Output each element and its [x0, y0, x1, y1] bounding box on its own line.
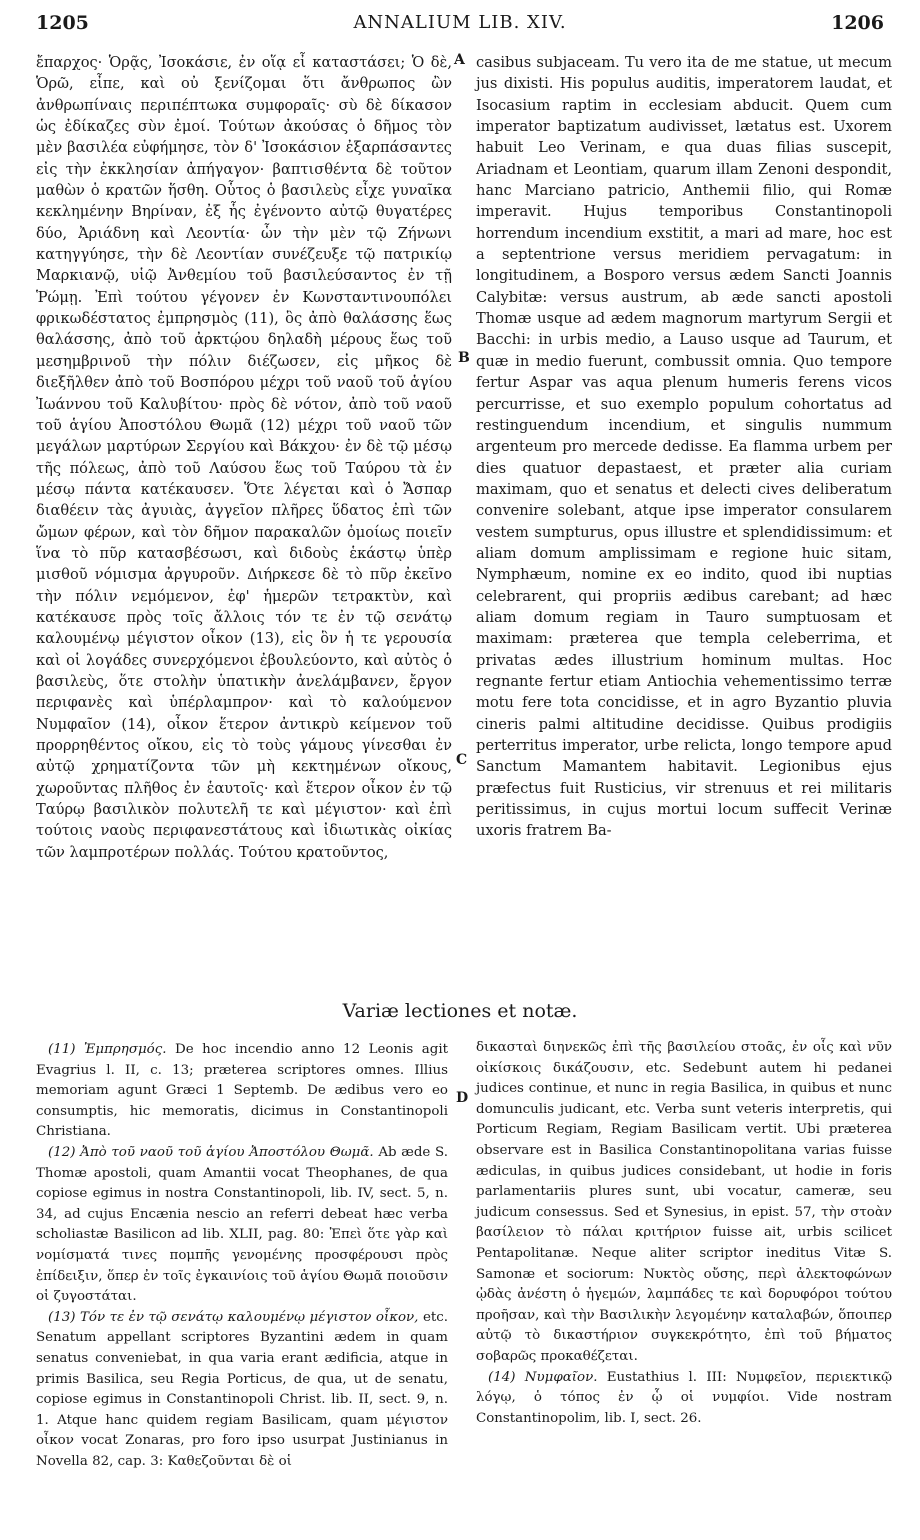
notes-title: Variæ lectiones et notæ.: [342, 1000, 578, 1022]
running-title: ANNALIUM LIB. XIV.: [353, 12, 567, 33]
note-lemma: (14) Νυμφαῖον.: [488, 1369, 598, 1385]
note-text: De hoc incendio anno 12 Leonis agit Evagrius l. II, c. 13; præterea scriptores omnes. Illius memoriam agunt Græci 1 Septemb. De ædibus vero eo consumptis, hic memoratis, dicimus in Constantinopoli Christiana.: [36, 1042, 448, 1140]
notes-right-column: [476, 1038, 892, 1429]
margin-marker-a: A: [454, 52, 465, 68]
page-header: [36, 6, 884, 44]
note-14: [476, 1368, 892, 1430]
page-number-left: 1205: [36, 12, 89, 34]
greek-text: ἔπαρχος· Ὁρᾷς, Ἰσοκάσιε, ἐν οἵᾳ εἶ καταστάσει; Ὁ δὲ, Ὁρῶ, εἶπε, καὶ οὐ ξενίζομαι ὅτι ἄνθρωπος ὢν ἀνθρωπίναις περιπέπτωκα συμφοραῖς· σὺ δὲ δίκασον ὡς ἐδίκαζες σὺν ἐμοί. Τούτων ἀκούσας ὁ δῆμος τὸν μὲν βασιλέα εὐφήμησε, τὸν δ' Ἰσοκάσιον ἐξαρπάσαντες εἰς τὴν ἐκκλησίαν ἀπήγαγον· βαπτισθέντα δὲ τοῦτον μαθὼν ὁ κρατῶν ἥσθη. Οὗτος ὁ βασιλεὺς εἶχε γυναῖκα κεκλημένην Βηρίναν, ἐξ ἧς ἐγένοντο αὐτῷ θυγατέρες δύο, Ἀριάδνη καὶ Λεοντία· ὧν τὴν μὲν τῷ Ζήνωνι κατηγγύησε, τὴν δὲ Λεοντίαν συνέζευξε τῷ πατρικίῳ Μαρκιανῷ, υἱῷ Ἀνθεμίου τοῦ βασιλεύσαντος ἐν τῇ Ῥώμῃ. Ἐπὶ τούτου γέγονεν ἐν Κωνσταντινουπόλει φρικωδέστατος ἐμπρησμὸς (11), ὃς ἀπὸ θαλάσσης ἕως θαλάσσης, ἀπὸ τοῦ ἀρκτῴου δηλαδὴ μέρους ἕως τοῦ μεσημβρινοῦ τὴν πόλιν διέζωσεν, εἰς μῆκος δὲ διεξῆλθεν ἀπὸ τοῦ Βοσπόρου μέχρι τοῦ ναοῦ τοῦ ἁγίου Ἰωάννου τοῦ Καλυβίτου· πρὸς δὲ νότον, ἀπὸ τοῦ ναοῦ τοῦ ἁγίου Ἀποστόλου Θωμᾶ (12) μέχρι τοῦ ναοῦ τῶν μεγάλων μαρτύρων Σεργίου καὶ Βάκχου· ἐν δὲ τῷ μέσῳ τῆς πόλεως, ἀπὸ τοῦ Λαύσου ἕως τοῦ Ταύρου τὰ ἐν μέσῳ πάντα κατέκαυσεν. Ὅτε λέγεται καὶ ὁ Ἄσπαρ διαθέειν τὰς ἀγυιὰς, ἀγγεῖον πλῆρες ὕδατος ἐπὶ τῶν ὤμων φέρων, καὶ τὸν δῆμον παρακαλῶν ὁμοίως ποιεῖν ἵνα τὸ πῦρ κατασβέσωσι, καὶ διδοὺς ἑκάστῳ ὑπὲρ μισθοῦ νόμισμα ἀργυροῦν. Διήρκεσε δὲ τὸ πῦρ ἐκεῖνο τὴν πόλιν νεμόμενον, ἐφ' ἡμερῶν τετρακτὺν, καὶ κατέκαυσε πρὸς τοῖς ἄλλοις τόν τε ἐν τῷ σενάτῳ καλουμένῳ μέγιστον οἶκον (13), εἰς ὃν ἡ τε γερουσία καὶ οἱ λογάδες συνερχόμενοι ἐβουλεύοντο, καὶ αὐτὸς ὁ βασιλεὺς, ὅτε στολὴν ὑπατικὴν ἀνελάμβανεν, ἔργον περιφανὲς καὶ ὑπέρλαμπρον· καὶ τὸ καλούμενον Νυμφαῖον (14), οἶκον ἕτερον ἀντικρὺ κείμενον τοῦ προρρηθέντος οἴκου, εἰς τὸ τοὺς γάμους γίνεσθαι ἐν αὐτῷ χρηματίζοντα τῶν μὴ κεκτημένων οἴκους, χωροῦντας πλῆθος ἐν ἑαυτοῖς· καὶ ἕτερον οἶκον ἐν τῷ Ταύρῳ βασιλικὸν πολυτελῆ τε καὶ μέγιστον· καὶ ἐπὶ τούτοις ναοὺς περιφανεστάτους καὶ ἰδιωτικὰς οἰκίας τῶν λαμπροτέρων πολλάς. Τούτου κρατοῦντος,: [36, 54, 452, 861]
note-text: δικασταὶ διηνεκῶς ἐπὶ τῆς βασιλείου στοᾶς, ἐν οἷς καὶ νῦν οἰκίσκοις δικάζουσιν, etc. Sedebunt autem hi pedanei judices continue, et nunc in regia Basilica, in quibus et nunc domunculis judicant, etc. Verba sunt veteris interpretis, qui Porticum Regiam, Regiam Basilicam vertit. Ubi præterea observare est in Basilica Constantinopolitana varias fuisse ædiculas, in quibus judices considebant, ut hodie in foris parlamentariis plures sunt, ubi vocatur, cameræ, seu judicum consessus. Sed et Synesius, in epist. 57, τὴν στοὰν βασίλειον τὸ πάλαι κριτήριον fuisse ait, urbis scilicet Pentapolitanæ. Neque aliter scriptor ineditus Vitæ S. Samonæ et sociorum: Νυκτὸς οὔσης, περὶ ἀλεκτοφώνων ᾠδὰς ἀνέστη ὁ ἡγεμών, λαμπάδες τε καὶ δορυφόροι τούτου προῆσαν, καὶ τὴν Βασιλικὴν λεγομένην καταλαβών, ὅποιπερ αὐτῷ τὸ δικαστήριον συγκεκρότητο, ἐπὶ τοῦ βήματος σοβαρῶς προκαθέζεται.: [476, 1040, 892, 1364]
note-text: etc. Senatum appellant scriptores Byzantini ædem in quam senatus conveniebat, in qua varia erant ædificia, atque in primis Basilica, seu Regia Porticus, de qua, ut de senatu, copiose egimus in Constantinopoli Christ. lib. II, sect. 9, n. 1. Atque hanc quidem regiam Basilicam, quam μέγιστον οἶκον vocat Zonaras, pro foro ipso usurpat Justinianus in Novella 82, cap. 3: Καθεζοῦνται δὲ οἱ: [36, 1309, 448, 1469]
note-11: [36, 1040, 448, 1143]
note-lemma: (13) Τόν τε ἐν τῷ σενάτῳ καλουμένῳ μέγιστον οἶκον,: [48, 1309, 419, 1325]
page-number-right: 1206: [831, 12, 884, 34]
note-12: [36, 1143, 448, 1308]
note-13-continued: [476, 1038, 892, 1368]
note-text: Eustathius l. III: Νυμφεῖον, περιεκτικῷ λόγῳ, ὁ τόπος ἐν ᾧ οἱ νυμφίοι. Vide nostram Constantinopolim, lib. I, sect. 26.: [476, 1369, 892, 1426]
margin-marker-b: B: [458, 350, 470, 366]
latin-text-column: [476, 52, 892, 842]
greek-text-column: [36, 52, 452, 863]
margin-marker-c: C: [456, 752, 468, 768]
note-lemma: (11) Ἐμπρησμός.: [48, 1042, 167, 1057]
note-text: Ab æde S. Thomæ apostoli, quam Amantii vocat Theophanes, de qua copiose egimus in nostra Constantinopoli, lib. IV, sect. 5, n. 34, ad cujus Encænia nescio an referri debeat hæc verba scholiastæ Basilicon ad lib. XLII, pag. 80: Ἐπεὶ ὅτε γὰρ καὶ νομίσματά τινες πομπῆς γενομένης προσφέρουσι πρὸς ἐπίδειξιν, ὅπερ ἐν τοῖς ἐγκαινίοις τοῦ ἁγίου Θωμᾶ ποιοῦσιν οἱ ζυγοστάται.: [36, 1144, 448, 1305]
notes-left-column: [36, 1040, 448, 1472]
note-lemma: (12) Ἀπὸ τοῦ ναοῦ τοῦ ἁγίου Ἀποστόλου Θωμᾶ.: [48, 1144, 374, 1160]
note-13: [36, 1308, 448, 1473]
latin-text: casibus subjaceam. Tu vero ita de me statue, ut mecum jus dixisti. His populus auditis, imperatorem laudat, et Isocasium raptim in ecclesiam abducit. Quem cum imperator baptizatum audivisset, lætatus est. Uxorem habuit Leo Verinam, e qua duas filias suscepit, Ariadnam et Leontiam, quarum illam Zenoni despondit, hanc Marciano patricio, Anthemii filio, qui Romæ imperavit. Hujus temporibus Constantinopoli horrendum incendium exstitit, a mari ad mare, hoc est a septentrione versus meridiem pervagatum: in longitudinem, a Bosporo versus ædem Sancti Joannis Calybitæ: versus austrum, ab æde sancti apostoli Thomæ usque ad ædem magnorum martyrum Sergii et Bacchi: in urbis medio, a Lauso usque ad Taurum, et quæ in medio fuerunt, combussit omnia. Quo tempore fertur Aspar vas aqua plenum humeris ferens vicos percurrisse, et suo exemplo populum cohortatus ad restinguendum incendium, et singulis nummum argenteum pro mercede dedisse. Ea flamma urbem per dies quatuor depastaest, et præter alia curiam maximam, quo et senatus et delecti cives deliberatum convenire solebant, atque ipse imperator consularem vestem sumpturus, opus illustre et splendidissimum: et aliam domum amplissimam e regione huic sitam, Nymphæum, nomine ex eo indito, quod ibi nuptias celebrarent, qui propriis ædibus carebant; ad hæc aliam domum regiam in Tauro sumptuosam et maximam: præterea que templa celeberrima, et privatas ædes illustrium hominum multas. Hoc regnante fertur etiam Antiochia vehementissimo terræ motu fere tota concidisse, et in agro Byzantio pluvia cineris palmi altitudine decidisse. Quibus prodigiis perterritus imperator, urbe relicta, longo tempore apud Sanctum Mamantem habitavit. Legionibus ejus præfectus fuit Rusticius, vir strenuus et rei militaris peritissimus, in cujus mortui locum suffecit Verinæ uxoris fratrem Ba-: [476, 54, 892, 840]
margin-marker-d: D: [456, 1090, 469, 1106]
